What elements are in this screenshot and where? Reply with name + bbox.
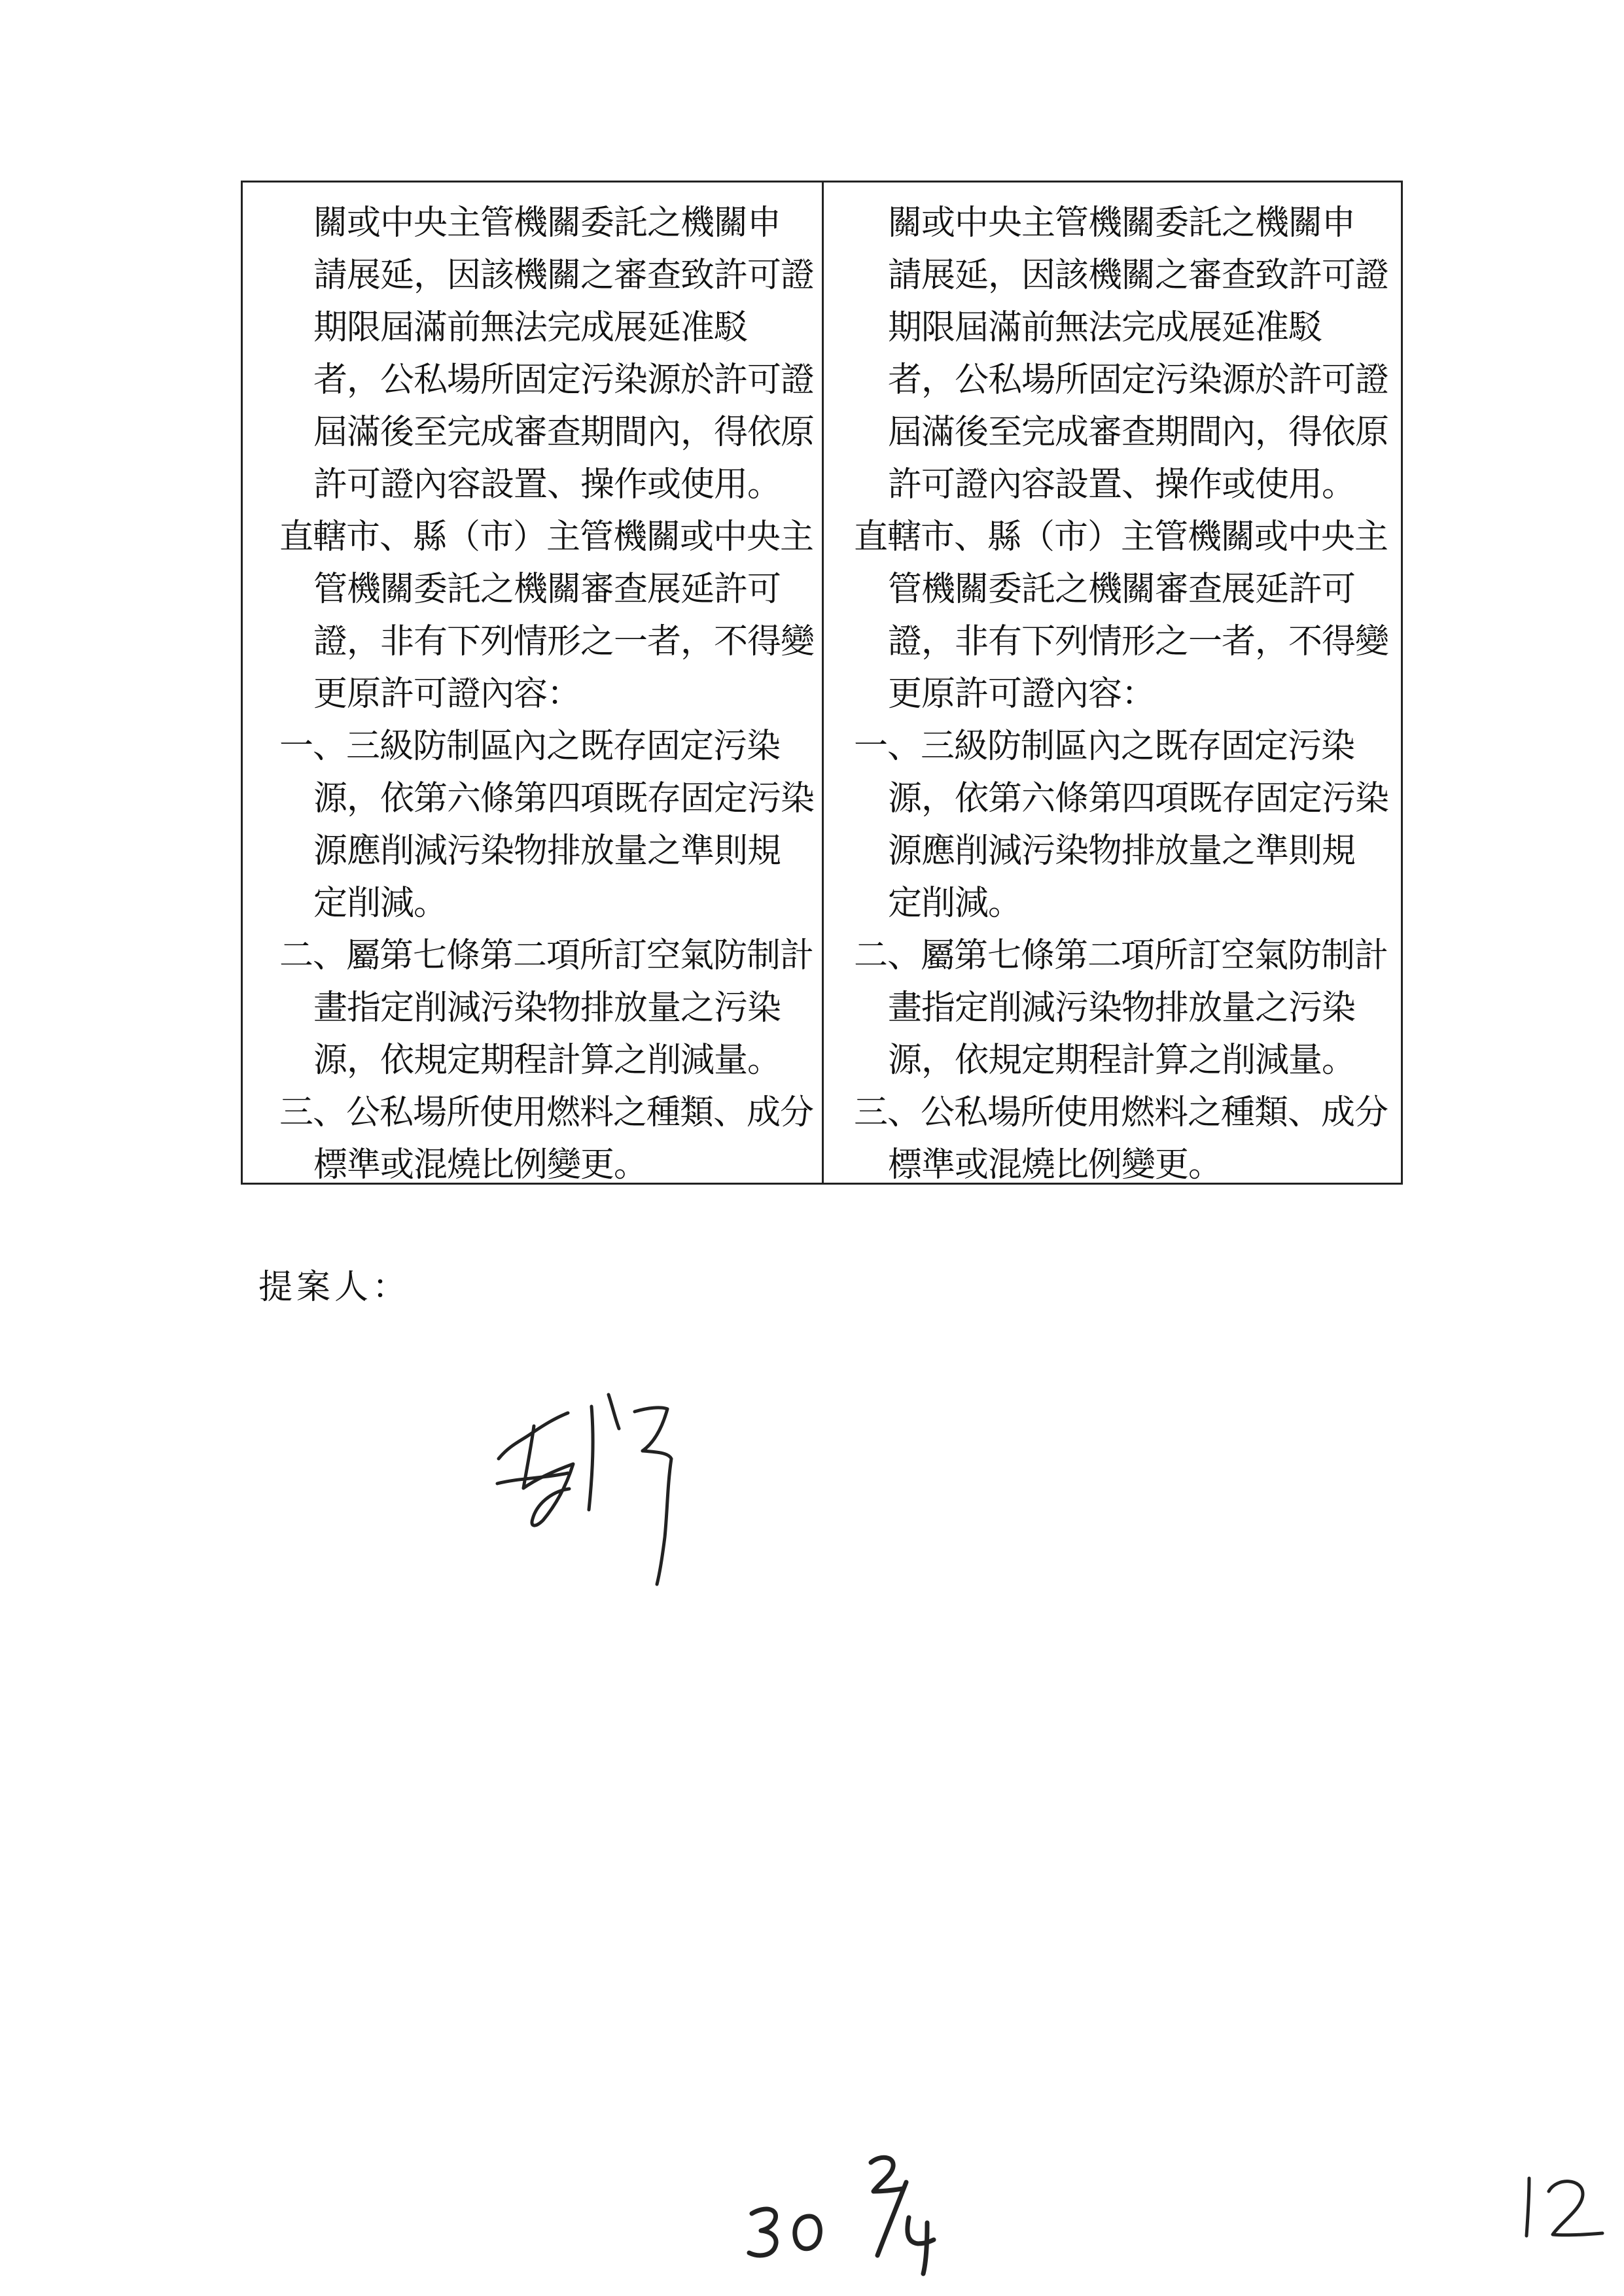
table-column-left [243, 183, 824, 1183]
table-line: 直轄市、縣（市）主管機關或中央主 [279, 517, 814, 557]
table-line: 標準或混燒比例變更。 [313, 1145, 648, 1183]
table-line: 源，依第六條第四項既存固定污染 [888, 779, 1389, 818]
table-line: 更原許可證內容： [313, 674, 581, 714]
comparison-table [241, 181, 1403, 1185]
table-line: 源，依規定期程計算之削減量。 [888, 1041, 1356, 1080]
table-line: 許可證內容設置、操作或使用。 [888, 465, 1356, 504]
table-line: 源應削減污染物排放量之準則規 [888, 831, 1356, 871]
table-line: 屆滿後至完成審查期間內，得依原 [888, 413, 1389, 452]
table-line: 標準或混燒比例變更。 [888, 1145, 1222, 1183]
table-column-right [824, 183, 1405, 1183]
table-line: 源應削減污染物排放量之準則規 [313, 831, 781, 871]
table-line: 一、三級防制區內之既存固定污染 [279, 727, 781, 766]
table-line: 直轄市、縣（市）主管機關或中央主 [854, 517, 1388, 557]
table-line: 二、屬第七條第二項所訂空氣防制計 [854, 936, 1388, 975]
table-line: 三、公私場所使用燃料之種類、成分 [279, 1093, 814, 1132]
table-line: 畫指定削減污染物排放量之污染 [313, 988, 781, 1028]
table-line: 期限屆滿前無法完成展延准駁 [313, 308, 748, 347]
table-line: 畫指定削減污染物排放量之污染 [888, 988, 1356, 1028]
handwritten-page-number [1515, 2159, 1613, 2257]
table-line: 屆滿後至完成審查期間內，得依原 [313, 413, 815, 452]
table-line: 定削減。 [313, 884, 448, 923]
table-line: 許可證內容設置、操作或使用。 [313, 465, 781, 504]
table-line: 定削減。 [888, 884, 1022, 923]
table-line: 更原許可證內容： [888, 674, 1156, 714]
handwritten-signature [471, 1380, 772, 1590]
table-line: 二、屬第七條第二項所訂空氣防制計 [279, 936, 814, 975]
table-line: 管機關委託之機關審查展延許可 [888, 570, 1356, 609]
table-cell-right [824, 197, 1405, 1183]
table-line: 源，依第六條第四項既存固定污染 [313, 779, 815, 818]
table-line: 一、三級防制區內之既存固定污染 [854, 727, 1355, 766]
handwritten-page-tally [743, 2146, 959, 2276]
table-cell-left [243, 197, 822, 1183]
table-line: 者，公私場所固定污染源於許可證 [313, 360, 815, 400]
table-line: 關或中央主管機關委託之機關申 [888, 203, 1356, 243]
table-line: 證，非有下列情形之一者，不得變 [888, 622, 1389, 661]
table-line: 證，非有下列情形之一者，不得變 [313, 622, 815, 661]
table-line: 期限屆滿前無法完成展延准駁 [888, 308, 1322, 347]
table-line: 請展延，因該機關之審查致許可證 [888, 256, 1389, 295]
proposer-label: 提案人： [258, 1268, 411, 1307]
table-line: 關或中央主管機關委託之機關申 [313, 203, 781, 243]
table-line: 者，公私場所固定污染源於許可證 [888, 360, 1389, 400]
table-line: 源，依規定期程計算之削減量。 [313, 1041, 781, 1080]
table-line: 三、公私場所使用燃料之種類、成分 [854, 1093, 1388, 1132]
table-line: 請展延，因該機關之審查致許可證 [313, 256, 815, 295]
table-line: 管機關委託之機關審查展延許可 [313, 570, 781, 609]
